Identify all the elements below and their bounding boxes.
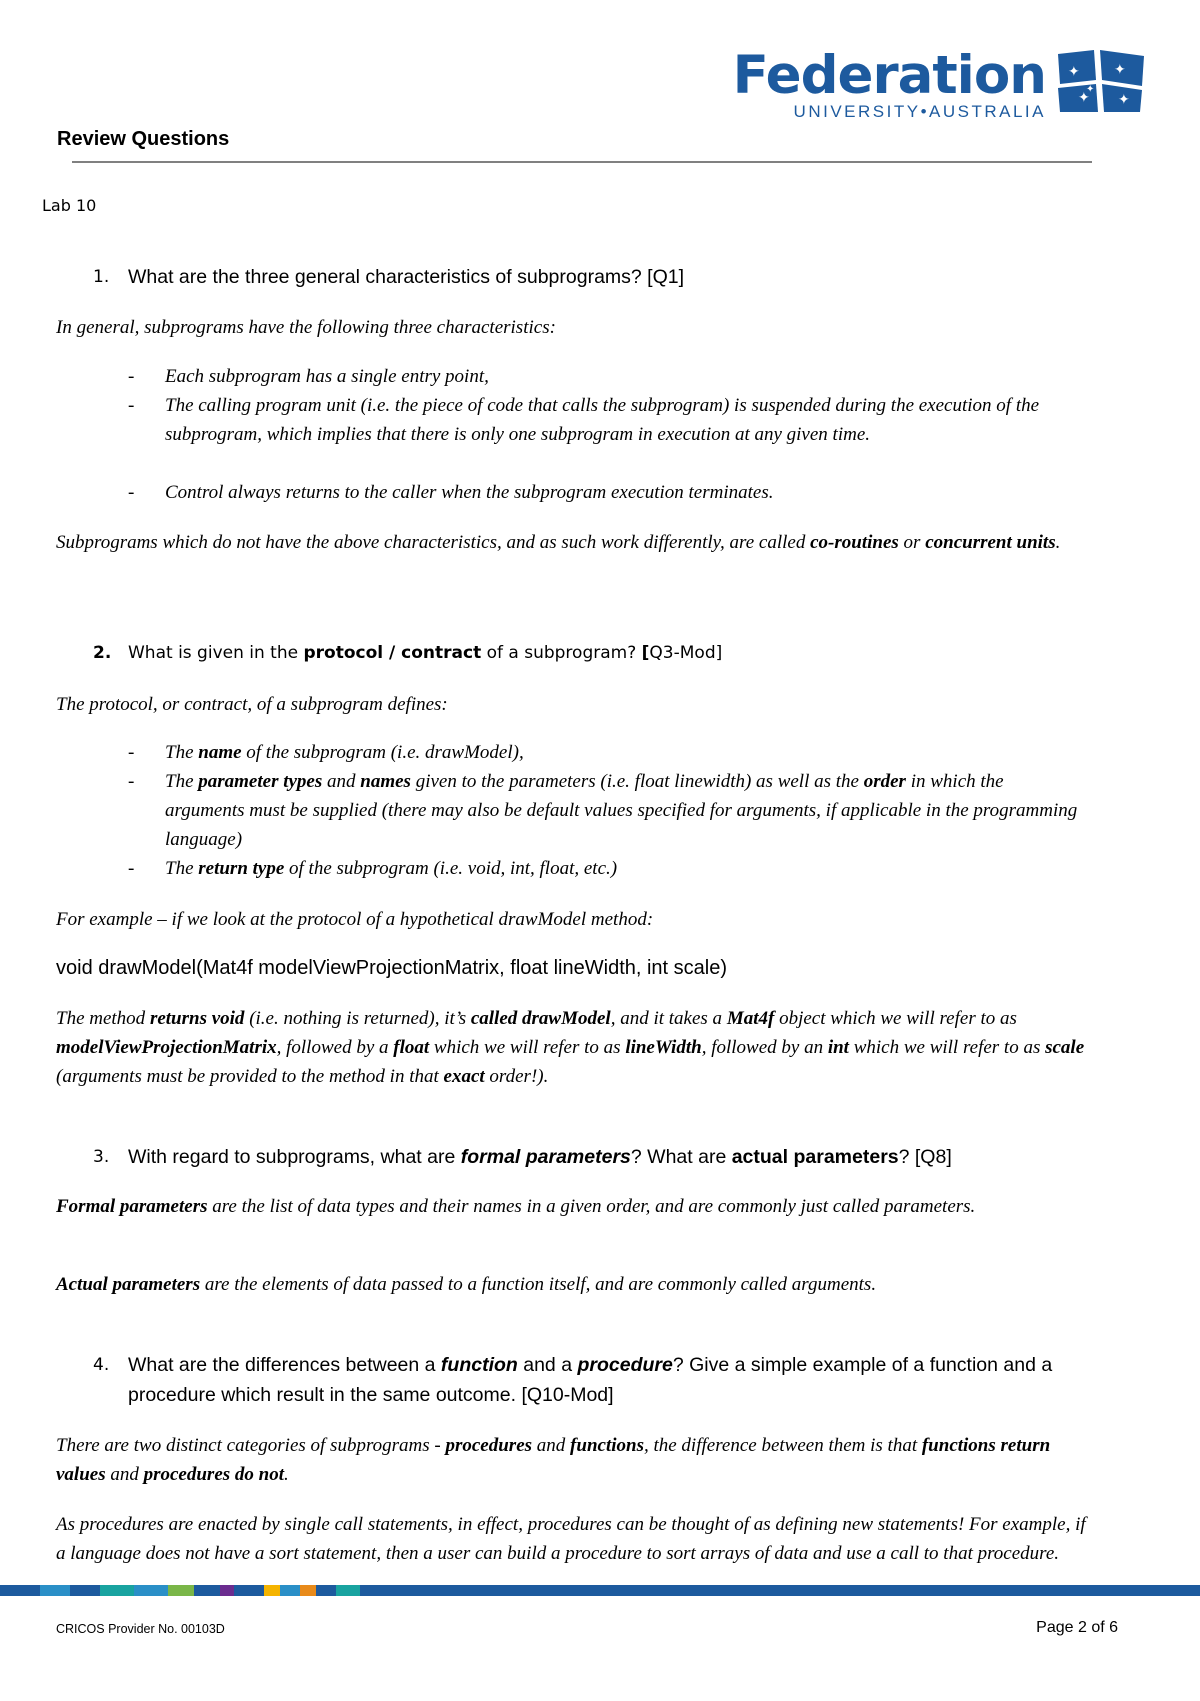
question-number: 3. — [93, 1147, 110, 1167]
q2-example: For example – if we look at the protocol of a hypothetical drawModel method: — [56, 909, 654, 930]
q4-paragraph-1: There are two distinct categories of subprograms - procedures and functions, the difference between them is that functions return values and procedures do not. — [56, 1435, 1051, 1485]
svg-text:✦: ✦ — [1068, 64, 1080, 80]
q1-intro: In general, subprograms have the following three characteristics: — [56, 317, 556, 338]
question-4 — [88, 1350, 1068, 1410]
q2-description: The method returns void (i.e. nothing is returned), it’s called drawModel, and it takes a Mat4f object which we will refer to as modelViewProjectionMatrix, followed by a float which we will refer to as lineWidth, followed by an int which we will refer to as scale (arguments must be provided to the method in that exact order!). — [56, 1008, 1085, 1087]
question-number: 2. — [93, 643, 112, 663]
question-2 — [88, 638, 1068, 668]
cricos-number: CRICOS Provider No. 00103D — [56, 1622, 225, 1636]
q1-closing: Subprograms which do not have the above characteristics, and as such work differently, are called co-routines or concurrent units. — [56, 532, 1061, 553]
question-3 — [88, 1142, 1068, 1172]
question-text: What are the differences between a function and a procedure? Give a simple example of a function and a procedure which result in the same outcome. [Q10-Mod] — [128, 1354, 1053, 1406]
svg-text:✦: ✦ — [1114, 62, 1126, 78]
q4-paragraph-2: As procedures are enacted by single call statements, in effect, procedures can be thought of as defining new statements! For example, if a language does not have a sort statement, then a user can build a procedure to sort arrays of data and use a call to that procedure. — [56, 1514, 1086, 1564]
page-title: Review Questions — [57, 128, 230, 150]
lab-label: Lab 10 — [42, 196, 97, 215]
q2-intro: The protocol, or contract, of a subprogram defines: — [56, 694, 448, 715]
svg-text:✦: ✦ — [1118, 92, 1130, 108]
code-signature: void drawModel(Mat4f modelViewProjectionMatrix, float lineWidth, int scale) — [56, 957, 728, 979]
question-number: 4. — [93, 1355, 110, 1375]
question-1 — [88, 262, 1068, 292]
svg-text:✦: ✦ — [1078, 90, 1090, 106]
q1-bullet-2: - The calling program unit (i.e. the piece of code that calls the subprogram) is suspended during the execution of the subprogram, which implies that there is only one subprogram in execution at any given time. — [128, 395, 1040, 445]
logo-subtitle: UNIVERSITY•AUSTRALIA — [793, 102, 1046, 121]
question-number: 1. — [93, 267, 110, 287]
question-text: What are the three general characteristics of subprograms? [Q1] — [128, 266, 685, 288]
q2-bullet-1: - The name of the subprogram (i.e. drawModel), — [128, 742, 524, 763]
federation-logo — [732, 44, 1146, 124]
question-text: What is given in the protocol / contract of a subprogram? [Q3-Mod] — [128, 643, 723, 663]
q3-formal: Formal parameters are the list of data types and their names in a given order, and are commonly just called parameters. — [56, 1196, 976, 1217]
flag-icon — [1056, 50, 1146, 112]
q2-bullet-2: - The parameter types and names given to the parameters (i.e. float linewidth) as well as the order in which the arguments must be supplied (there may also be default values specified for arguments, if applicable in the programming language) — [128, 771, 1078, 850]
question-text: With regard to subprograms, what are formal parameters? What are actual parameters? [Q8] — [128, 1146, 952, 1168]
q3-actual: Actual parameters are the elements of data passed to a function itself, and are commonly called arguments. — [56, 1274, 877, 1295]
svg-text:✦: ✦ — [1086, 84, 1095, 95]
q1-bullet-1: - Each subprogram has a single entry point, — [128, 366, 489, 387]
q1-bullet-3: - Control always returns to the caller when the subprogram execution terminates. — [128, 482, 774, 503]
header-rule — [72, 161, 1092, 163]
logo-wordmark: Federation — [732, 45, 1046, 106]
q2-bullet-3: - The return type of the subprogram (i.e. void, int, float, etc.) — [128, 858, 618, 879]
footer-color-bar — [0, 1585, 1200, 1596]
page-number: Page 2 of 6 — [1036, 1619, 1118, 1636]
